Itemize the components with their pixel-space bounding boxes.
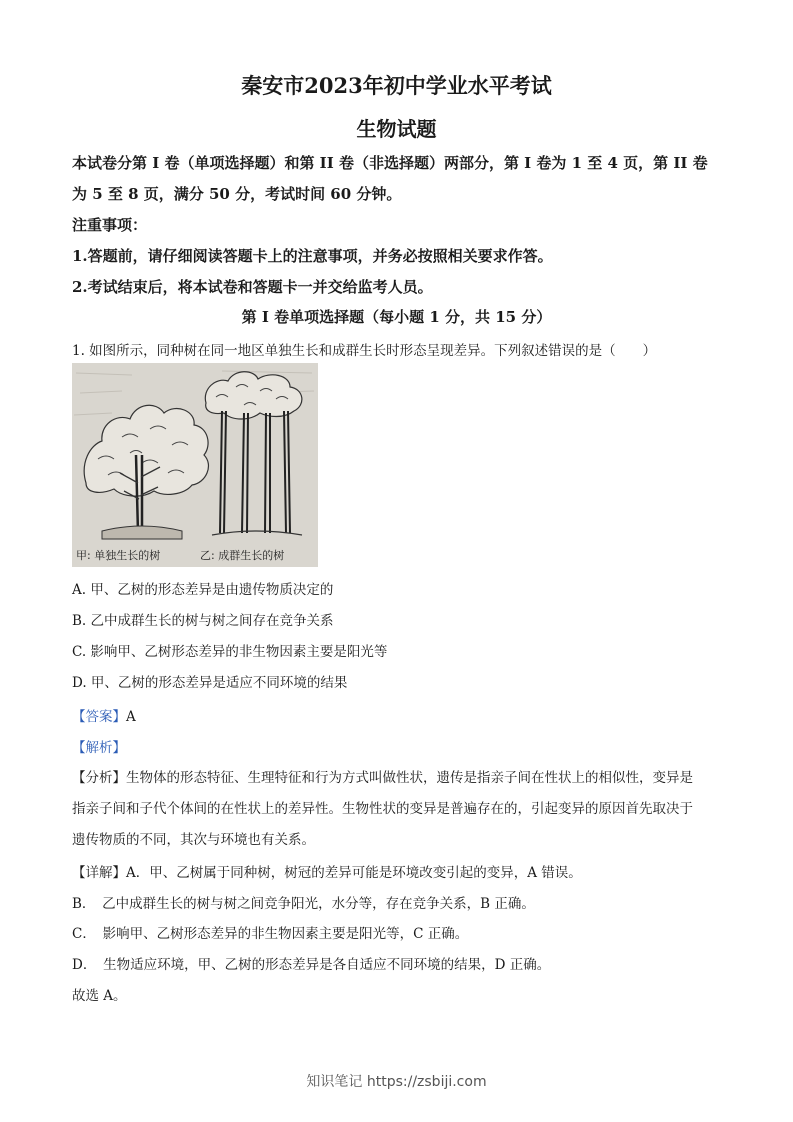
analysis-tag: 【解析】 (72, 740, 126, 756)
footer-watermark: 知识笔记 https://zsbiji.com (306, 1074, 487, 1090)
detail-tag: 【详解】 (72, 865, 126, 881)
answer-line (72, 705, 136, 725)
answer-tag: 【答案】 (72, 709, 126, 725)
intro-line-2: 为 5 至 8 页，满分 50 分，考试时间 60 分钟。 (72, 185, 402, 203)
option-d: D. 甲、乙树的形态差异是适应不同环境的结果 (72, 675, 348, 691)
notes-heading: 注重事项： (72, 216, 148, 234)
fenxi-line-2: 指亲子间和子代个体间的在性状上的差异性。生物性状的变异是普遍存在的，引起变异的原因首先取决于 (72, 801, 693, 817)
detail-b: B． 乙中成群生长的树与树之间竞争阳光，水分等，存在竞争关系，B 正确。 (72, 896, 535, 912)
intro-line-1: 本试卷分第 I 卷（单项选择题）和第 II 卷（非选择题）两部分，第 I 卷为 1 至 4 页，第 II 卷 (72, 154, 708, 172)
tree-illustration (72, 363, 318, 567)
option-b: B. 乙中成群生长的树与树之间存在竞争关系 (72, 613, 334, 629)
single-tree-drawing (84, 405, 208, 539)
group-trees-drawing (205, 372, 302, 535)
tree-figure (72, 363, 318, 567)
note-2: 2.考试结束后，将本试卷和答题卡一并交给监考人员。 (72, 278, 433, 296)
detail-d: D． 生物适应环境，甲、乙树的形态差异是各自适应不同环境的结果，D 正确。 (72, 957, 551, 973)
exam-title: 秦安市2023年初中学业水平考试 (241, 73, 552, 98)
fenxi-line-1: 【分析】生物体的形态特征、生理特征和行为方式叫做性状，遗传是指亲子间在性状上的相似性，变异是 (72, 770, 693, 786)
section-heading: 第 I 卷单项选择题（每小题 1 分，共 15 分） (241, 308, 552, 326)
question-stem: 1. 如图所示，同种树在同一地区单独生长和成群生长时形态呈现差异。下列叙述错误的是（ ） (72, 343, 657, 359)
detail-a: 【详解】A．甲、乙树属于同种树，树冠的差异可能是环境改变引起的变异，A 错误。 (72, 865, 582, 881)
option-a: A. 甲、乙树的形态差异是由遗传物质决定的 (72, 582, 334, 598)
figure-label-right: 乙: 成群生长的树 (200, 549, 285, 562)
option-c: C. 影响甲、乙树形态差异的非生物因素主要是阳光等 (72, 644, 388, 660)
answer-value: A (126, 709, 136, 725)
fenxi-tag: 【分析】 (72, 770, 126, 786)
subject-title: 生物试题 (356, 117, 437, 141)
figure-label-left: 甲: 单独生长的树 (76, 549, 161, 562)
detail-c: C． 影响甲、乙树形态差异的非生物因素主要是阳光等，C 正确。 (72, 926, 469, 942)
conclusion: 故选 A。 (72, 988, 127, 1004)
fenxi-line-3: 遗传物质的不同，其次与环境也有关系。 (72, 832, 315, 848)
note-1: 1.答题前，请仔细阅读答题卡上的注意事项，并务必按照相关要求作答。 (72, 247, 553, 265)
